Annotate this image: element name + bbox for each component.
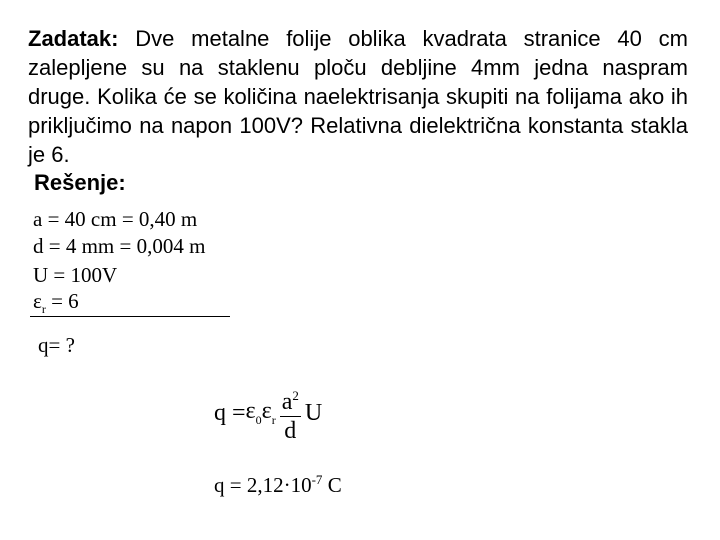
formula-epsilon-r: $\varepsilon_r$: [261, 398, 276, 427]
epsilon-symbol: ε: [33, 289, 42, 313]
solution-title: Rešenje:: [34, 170, 126, 195]
result-q: [214, 472, 342, 498]
given-u: U = 100V: [33, 263, 118, 287]
result-unit: C: [322, 473, 342, 497]
unknown-q: q= ?: [38, 333, 75, 357]
task-body: Dve metalne folije oblika kvadrata stranice 40 cm zalepljene su na staklenu ploču debljine 4mm jedna naspram druge. Kolika će se količina naelektrisanja skupiti na folijama ako ih priključimo na napon 100V? Relativna dielektrična konstanta stakla je 6.: [28, 26, 688, 167]
task-label: Zadatak:: [28, 26, 119, 51]
formula-lhs: q =: [214, 399, 246, 426]
fraction-numerator: $a^2$: [281, 387, 299, 415]
formula-epsilon-0: $\varepsilon_0$: [245, 398, 262, 427]
result-prefix: q = 2,12·10: [214, 473, 312, 497]
formula-fraction: [280, 382, 301, 445]
given-a: a = 40 cm = 0,40 m: [33, 207, 198, 231]
given-divider: [30, 316, 230, 317]
task-text: [28, 24, 688, 169]
given-d: d = 4 mm = 0,004 m: [33, 234, 206, 258]
epsilon-subscript: r: [41, 302, 46, 317]
fraction-denominator: d: [284, 417, 297, 444]
given-epsilon: [33, 288, 79, 322]
epsilon-value: = 6: [45, 289, 79, 313]
formula-rhs: U: [304, 399, 323, 426]
result-exponent: -7: [311, 472, 323, 487]
capacitor-charge-formula: [214, 378, 322, 448]
